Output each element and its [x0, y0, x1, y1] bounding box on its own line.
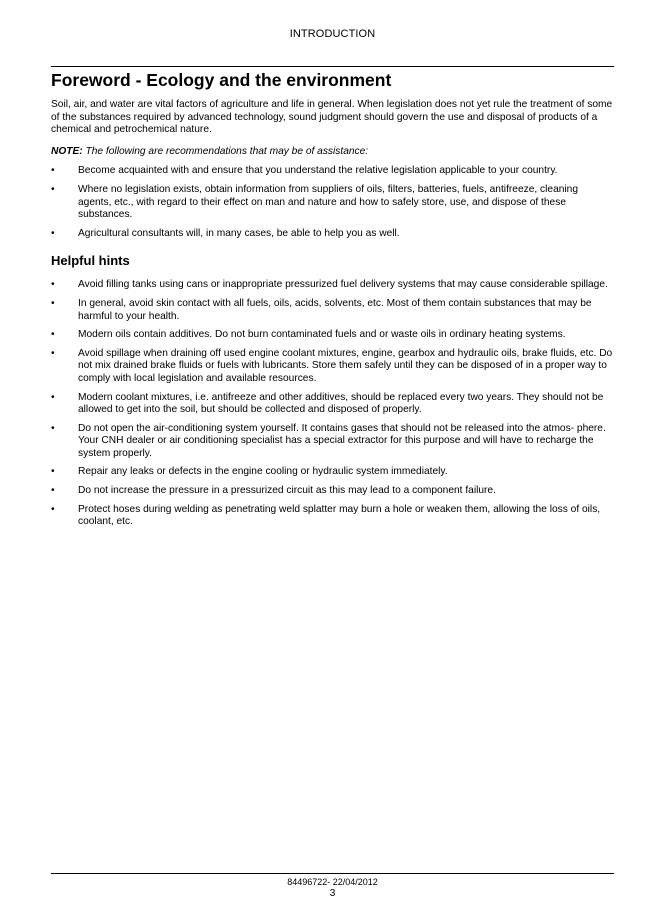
- list-item: [51, 228, 614, 241]
- helpful-hints-heading: Helpful hints: [51, 253, 130, 269]
- manual-page: [51, 0, 614, 919]
- bullet-icon: •: [51, 183, 55, 195]
- list-item: [51, 279, 614, 292]
- hints-list: [51, 279, 614, 529]
- bullet-icon: •: [51, 165, 55, 177]
- bullet-icon: •: [51, 422, 55, 434]
- page-title: Foreword - Ecology and the environment: [51, 70, 392, 90]
- note-label: NOTE:: [51, 145, 83, 157]
- list-item-text: Avoid filling tanks using cans or inappropriate pressurized fuel delivery systems that may cause considerable spillage.: [78, 279, 608, 291]
- list-item-text: Modern oils contain additives. Do not burn contaminated fuels and or waste oils in ordinary heating systems.: [78, 329, 566, 341]
- list-item: [51, 392, 614, 417]
- bullet-icon: •: [51, 347, 55, 359]
- list-item: [51, 298, 614, 323]
- list-item: [51, 485, 614, 498]
- page-number: 3: [329, 888, 336, 899]
- list-item: [51, 348, 614, 386]
- header-divider: [51, 66, 614, 67]
- recommendations-list: [51, 165, 614, 240]
- note-paragraph: [51, 146, 614, 159]
- list-item-text: Do not increase the pressure in a pressurized circuit as this may lead to a component failure.: [78, 485, 496, 497]
- list-item-text: Protect hoses during welding as penetrating weld splatter may burn a hole or weaken them, allowing the loss of oils, coolant, etc.: [78, 503, 601, 528]
- bullet-icon: •: [51, 391, 55, 403]
- list-item: [51, 329, 614, 342]
- note-text: The following are recommendations that may be of assistance:: [85, 145, 369, 157]
- list-item-text: Repair any leaks or defects in the engine cooling or hydraulic system immediately.: [78, 466, 448, 478]
- list-item-text: Modern coolant mixtures, i.e. antifreeze and other additives, should be replaced every two years. They should not be allowed to get into the soil, but should be collected and disposed of properly.: [78, 391, 604, 416]
- list-item: [51, 423, 614, 461]
- list-item: [51, 165, 614, 178]
- bullet-icon: •: [51, 485, 55, 497]
- bullet-icon: •: [51, 279, 55, 291]
- footer-divider: [51, 873, 614, 874]
- list-item: [51, 184, 614, 222]
- list-item-text: Agricultural consultants will, in many cases, be able to help you as well.: [78, 227, 400, 239]
- bullet-icon: •: [51, 329, 55, 341]
- footer-document-reference: 84496722- 22/04/2012: [287, 877, 378, 887]
- list-item-text: Where no legislation exists, obtain information from suppliers of oils, filters, batteries, fuels, antifreeze, cleaning agents, etc., with regard to their effect on man and nature and how to safely store, use, and dispose of these substances.: [78, 183, 578, 221]
- list-item-text: Become acquainted with and ensure that you understand the relative legislation applicable to your country.: [78, 165, 558, 177]
- list-item-text: In general, avoid skin contact with all fuels, oils, acids, solvents, etc. Most of them contain substances that may be harmful to your health.: [78, 297, 592, 322]
- bullet-icon: •: [51, 297, 55, 309]
- list-item: [51, 504, 614, 529]
- page-content: [51, 99, 614, 535]
- list-item-text: Avoid spillage when draining off used engine coolant mixtures, engine, gearbox and hydraulic oils, brake fluids, etc. Do not mix drained brake fluids or fuels with lubricants. Store them safely until they can be disposed of in a proper way to comply with local legislation and available resources.: [78, 347, 613, 384]
- list-item: [51, 466, 614, 479]
- bullet-icon: •: [51, 466, 55, 478]
- section-header: INTRODUCTION: [289, 28, 376, 40]
- bullet-icon: •: [51, 227, 55, 239]
- list-item-text: Do not open the air-conditioning system yourself. It contains gases that should not be released into the atmos- phere. Your CNH dealer or air conditioning specialist has a special extractor for this purpose and will have to recharge the system properly.: [78, 422, 606, 459]
- bullet-icon: •: [51, 503, 55, 515]
- intro-paragraph: Soil, air, and water are vital factors of agriculture and life in general. When legislation does not yet rule the treatment of some of the substances required by advanced technology, sound judgment should govern the use and disposal of products of a chemical and petrochemical nature.: [51, 99, 613, 136]
